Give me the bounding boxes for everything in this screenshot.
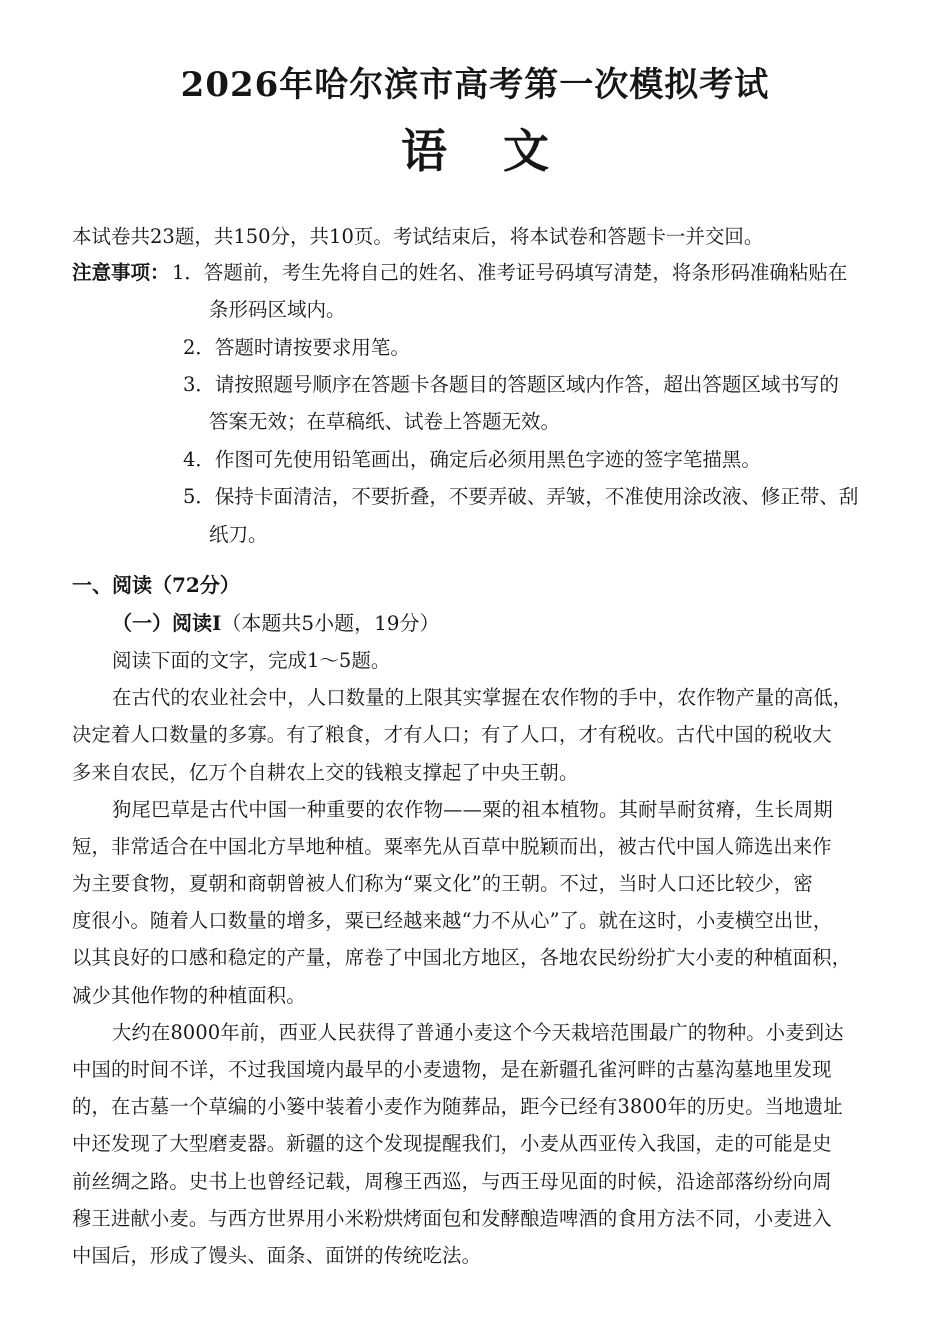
subject-char-2: 文 bbox=[503, 124, 549, 178]
notice-line: 答案无效；在草稿纸、试卷上答题无效。 bbox=[209, 410, 561, 433]
passage-line: 在古代的农业社会中，人口数量的上限其实掌握在农作物的手中，农作物产量的高低， bbox=[112, 686, 853, 709]
intro-text: 本试卷共23题，共150分，共10页。考试结束后，将本试卷和答题卡一并交回。 bbox=[72, 225, 764, 248]
passage-line: 为主要食物，夏朝和商朝曾被人们称为“粟文化”的王朝。不过，当时人口还比较少，密 bbox=[72, 872, 813, 895]
notice-line: 2．答题时请按要求用笔。 bbox=[183, 336, 410, 359]
passage-line: 决定着人口数量的多寡。有了粮食，才有人口；有了人口，才有税收。古代中国的税收大 bbox=[72, 723, 832, 746]
notice-line: 1．答题前，考生先将自己的姓名、准考证号码填写清楚，将条形码准确粘贴在 bbox=[172, 261, 848, 284]
subject-title bbox=[0, 122, 950, 180]
passage-line: 短，非常适合在中国北方旱地种植。粟率先从百草中脱颖而出，被古代中国人筛选出来作 bbox=[72, 835, 832, 858]
passage-line: 前丝绸之路。史书上也曾经记载，周穆王西巡，与西王母见面的时候，沿途部落纷纷向周 bbox=[72, 1170, 832, 1193]
notice-line: 条形码区域内。 bbox=[209, 298, 346, 321]
exam-title: 2026年哈尔滨市高考第一次模拟考试 bbox=[180, 65, 770, 105]
notice-line: 4．作图可先使用铅笔画出，确定后必须用黑色字迹的签字笔描黑。 bbox=[183, 448, 761, 471]
passage-line: 穆王进献小麦。与西方世界用小米粉烘烤面包和发酵酿造啤酒的食用方法不同，小麦进入 bbox=[72, 1207, 832, 1230]
passage-line: 以其良好的口感和稳定的产量，席卷了中国北方地区，各地农民纷纷扩大小麦的种植面积， bbox=[72, 946, 852, 969]
sub-heading-rest: （本题共5小题，19分） bbox=[221, 611, 440, 635]
passage-line: 中国的时间不详，不过我国境内最早的小麦遗物，是在新疆孔雀河畔的古墓沟墓地里发现 bbox=[72, 1058, 832, 1081]
instruction-text: 阅读下面的文字，完成1～5题。 bbox=[112, 649, 391, 672]
sub-heading bbox=[112, 609, 440, 637]
passage-line: 减少其他作物的种植面积。 bbox=[72, 984, 306, 1007]
notice-line: 5．保持卡面清洁，不要折叠，不要弄破、弄皱，不准使用涂改液、修正带、刮 bbox=[183, 485, 859, 508]
passage-line: 度很小。随着人口数量的增多，粟已经越来越“力不从心”了。就在这时，小麦横空出世， bbox=[72, 909, 833, 932]
sub-heading-bold: （一）阅读Ⅰ bbox=[112, 611, 222, 635]
passage-line: 的，在古墓一个草编的小篓中装着小麦作为随葬品，距今已经有3800年的历史。当地遗址 bbox=[72, 1095, 843, 1118]
passage-line: 多来自农民，亿万个自耕农上交的钱粮支撑起了中央王朝。 bbox=[72, 761, 579, 784]
notice-label: 注意事项： bbox=[72, 261, 170, 284]
passage-line: 中还发现了大型磨麦器。新疆的这个发现提醒我们，小麦从西亚传入我国，走的可能是史 bbox=[72, 1132, 832, 1155]
passage-line: 狗尾巴草是古代中国一种重要的农作物——粟的祖本植物。其耐旱耐贫瘠，生长周期 bbox=[112, 798, 833, 821]
passage-line: 中国后，形成了馒头、面条、面饼的传统吃法。 bbox=[72, 1244, 482, 1267]
passage-line: 大约在8000年前，西亚人民获得了普通小麦这个今天栽培范围最广的物种。小麦到达 bbox=[112, 1021, 844, 1044]
notice-line: 纸刀。 bbox=[209, 523, 268, 546]
subject-char-1: 语 bbox=[401, 124, 447, 178]
notice-line: 3．请按照题号顺序在答题卡各题目的答题区域内作答，超出答题区域书写的 bbox=[183, 373, 839, 396]
section-heading: 一、阅读（72分） bbox=[72, 573, 240, 597]
